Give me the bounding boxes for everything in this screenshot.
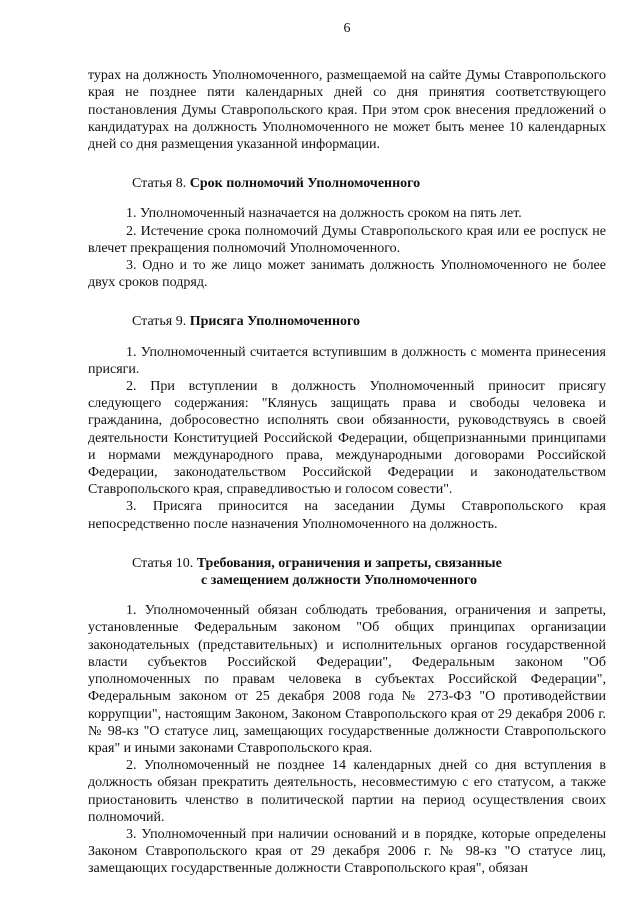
article-8-paragraph-3: 3. Одно и то же лицо может занимать должность Уполномоченного не более двух сроков подряд. [88,258,606,291]
article-10-paragraph-2: 2. Уполномоченный не позднее 14 календарных дней со дня вступления в должность обязан прекратить деятельность, несовместимую с его статусом, а также приостановить членство в политической партии на период осуществления своих полномочий. [88,758,606,825]
article-8-heading [88,175,606,192]
article-label: Статья 8. [132,176,187,192]
article-10-paragraph-1: 1. Уполномоченный обязан соблюдать требования, ограничения и запреты, установленные Федеральным законом "Об общих принципах организации законодательных (представительных) и исполнительных органов государственной власти субъектов Российской Федерации", Федеральным законом "Об уполномоченных по правам человека в субъектах Российской Федерации", Федеральным законом от 25 декабря 2008 года № 273-ФЗ "О противодействии коррупции", настоящим Законом, Законом Ставропольского края от 29 декабря 2006 г. № 98-кз "О статусе лиц, замещающих государственные должности Ставропольского края" и иными законами Ставропольского края. [88,603,606,756]
article-8-paragraph-1: 1. Уполномоченный назначается на должность сроком на пять лет. [126,206,522,222]
article-title: Присяга Уполномоченного [189,314,361,330]
article-9-paragraph-3: 3. Присяга приносится на заседании Думы Ставропольского края непосредственно после назначения Уполномоченного на должность. [88,499,606,532]
article-title: Срок полномочий Уполномоченного [189,176,421,192]
intro-paragraph: турах на должность Уполномоченного, размещаемой на сайте Думы Ставропольского края не позднее пяти календарных дней со дня принятия соответствующего постановления Думы Ставропольского края. При этом срок внесения предложений о кандидатурах на должность Уполномоченного не может быть менее 10 календарных дней со дня размещения указанной информации. [88,68,606,153]
article-title: Требования, ограничения и запреты, связанные [196,555,502,571]
article-title-line-2: с замещением должности Уполномоченного [201,573,478,589]
article-8-paragraph-2: 2. Истечение срока полномочий Думы Ставропольского края или ее роспуск не влечет прекращения полномочий Уполномоченного. [88,223,606,256]
article-10-paragraph-3: 3. Уполномоченный при наличии оснований и в порядке, которые определены Законом Ставропольского края от 29 декабря 2006 г. № 98-кз "О статусе лиц, замещающих государственные должности Ставропольского края", обязан [88,826,606,877]
article-label: Статья 9. [132,314,187,330]
article-9-paragraph-1: 1. Уполномоченный считается вступившим в должность с момента принесения присяги. [88,344,606,377]
article-label: Статья 10. [132,555,194,571]
page-number: 6 [343,21,351,36]
article-9-paragraph-2: 2. При вступлении в должность Уполномоченный приносит присягу следующего содержания: "Клянусь защищать права и свободы человека и гражданина, добросовестно исполнять свои обязанности, руководствуясь в своей деятельности Конституцией Российской Федерации, общепризнанными принципами и нормами международного права, международными договорами Российской Федерации, законодательством Российской Федерации и законодательством Ставропольского края, справедливостью и голосом совести". [88,379,606,498]
article-10-heading [88,555,606,589]
article-9-heading [88,313,606,330]
